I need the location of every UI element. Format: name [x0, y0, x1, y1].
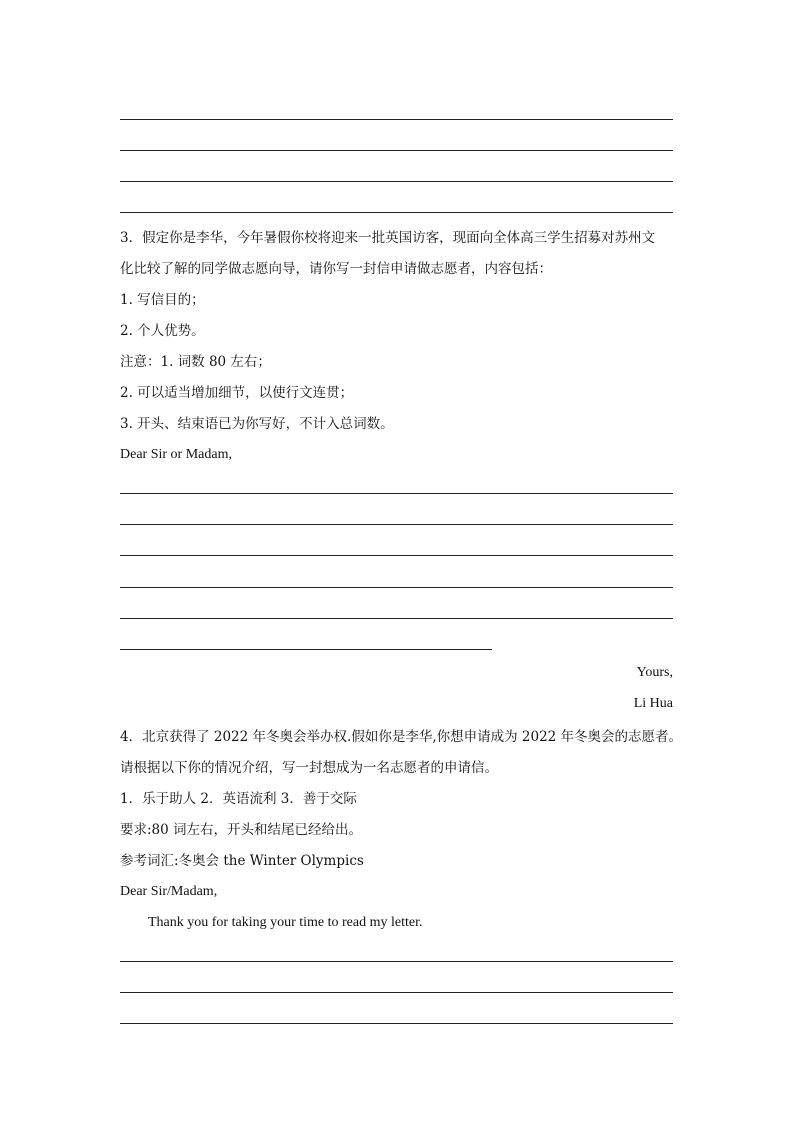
q3-note3: 3. 开头、结束语已为你写好，不计入总词数。	[120, 416, 394, 432]
answer-line	[120, 181, 673, 182]
q4-vocab: 参考词汇:冬奥会 the Winter Olympics	[120, 853, 364, 869]
q4-requirement: 要求:80 词左右，开头和结尾已经给出。	[120, 822, 363, 838]
q3-note1: 注意：1. 词数 80 左右；	[120, 354, 271, 370]
answer-line	[120, 992, 673, 993]
answer-line	[120, 493, 673, 494]
answer-line	[120, 961, 673, 962]
answer-line	[120, 524, 673, 525]
answer-line-short	[120, 649, 492, 650]
q3-note2: 2. 可以适当增加细节，以使行文连贯；	[120, 385, 354, 401]
q3-point2: 2. 个人优势。	[120, 323, 205, 339]
q4-prompt-line1: 4．北京获得了 2022 年冬奥会举办权.假如你是李华,你想申请成为 2022 年冬奥会的志愿者。	[120, 729, 683, 745]
answer-line	[120, 150, 673, 151]
q3-signature: Li Hua	[633, 696, 673, 711]
answer-line	[120, 119, 673, 120]
answer-line	[120, 212, 673, 213]
q3-closing: Yours,	[636, 665, 673, 680]
q3-point1: 1. 写信目的；	[120, 292, 205, 308]
answer-line	[120, 1023, 673, 1024]
q3-prompt-line2: 化比较了解的同学做志愿向导，请你写一封信申请做志愿者，内容包括：	[120, 261, 552, 277]
answer-line	[120, 587, 673, 588]
q4-points: 1．乐于助人 2．英语流利 3．善于交际	[120, 791, 357, 807]
q3-prompt-line1: 3．假定你是李华，今年暑假你校将迎来一批英国访客，现面向全体高三学生招募对苏州文	[120, 230, 656, 246]
q4-greeting: Dear Sir/Madam,	[120, 884, 218, 899]
q4-prompt-line2: 请根据以下你的情况介绍，写一封想成为一名志愿者的申请信。	[120, 760, 498, 776]
q4-opening: Thank you for taking your time to read my letter.	[148, 915, 423, 930]
q3-greeting: Dear Sir or Madam,	[120, 447, 232, 462]
answer-line	[120, 555, 673, 556]
answer-line	[120, 618, 673, 619]
